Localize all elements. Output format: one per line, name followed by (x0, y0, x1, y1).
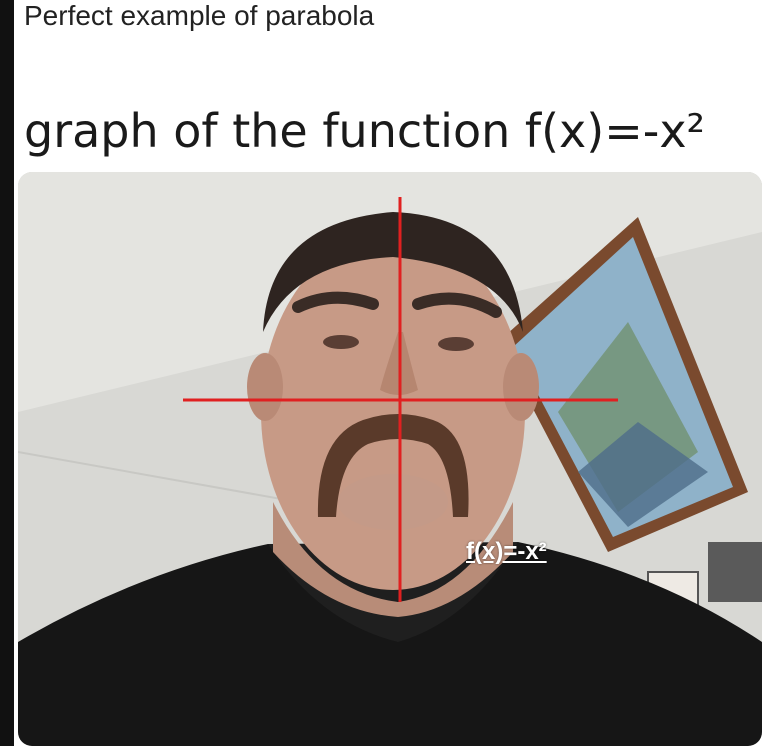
photo-illustration (18, 172, 762, 746)
left-edge-bar (0, 0, 14, 746)
right-eye (438, 337, 474, 351)
small-frame-2 (708, 542, 762, 602)
meme-photo (18, 172, 762, 746)
left-eye (323, 335, 359, 349)
chin (338, 474, 448, 530)
left-ear (247, 353, 283, 421)
function-label: f(x)=-x² (466, 538, 547, 565)
face (261, 234, 525, 590)
meme-headline: graph of the function f(x)=-x² (24, 104, 705, 158)
right-ear (503, 353, 539, 421)
post-caption: Perfect example of parabola (24, 0, 375, 31)
